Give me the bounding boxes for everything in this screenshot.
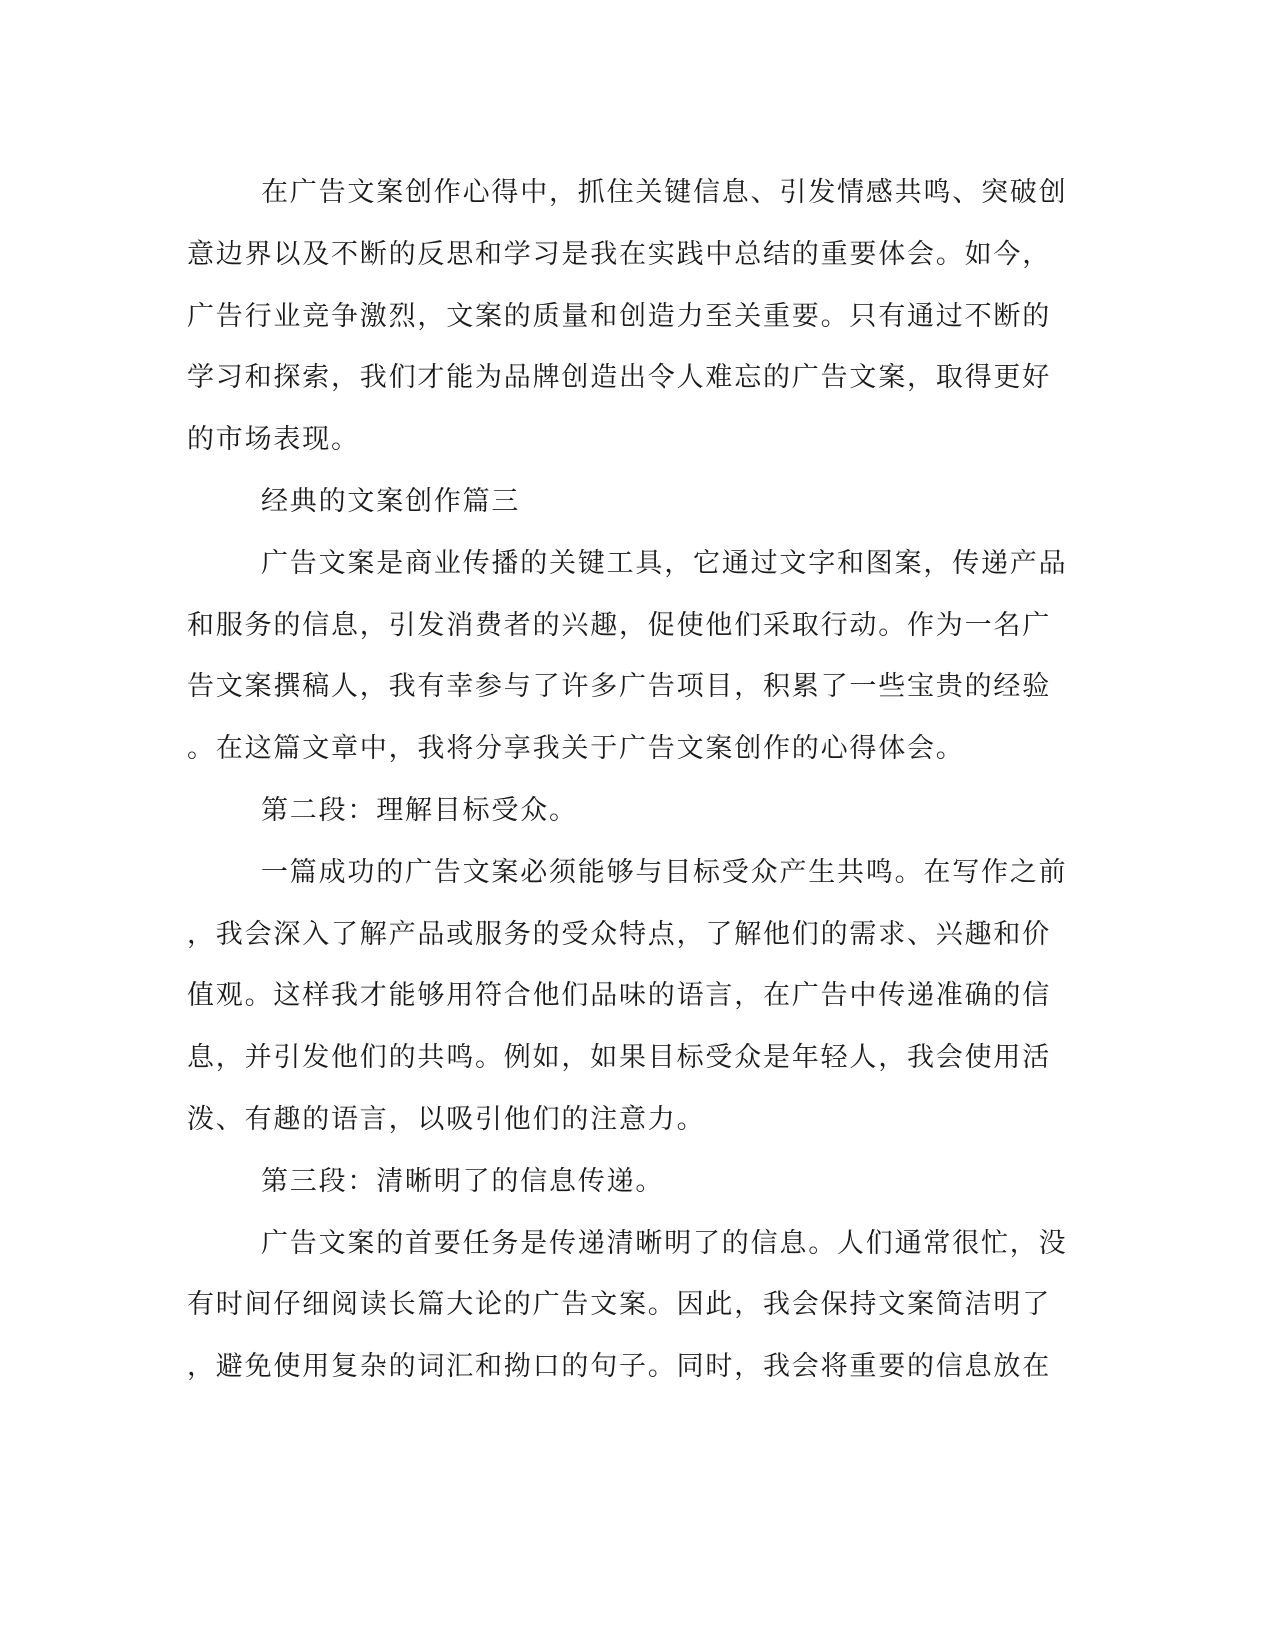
text-line: ，避免使用复杂的词汇和拗口的句子。同时，我会将重要的信息放在 [187,1351,1051,1383]
text-line: 告文案撰稿人，我有幸参与了许多广告项目，积累了一些宝贵的经验 [187,671,1051,703]
text-line: ，我会深入了解产品或服务的受众特点，了解他们的需求、兴趣和价 [187,918,1051,950]
text-line: 学习和探索，我们才能为品牌创造出令人难忘的广告文案，取得更好 [187,362,1051,394]
section-heading: 第二段：理解目标受众。 [261,794,578,826]
text-line: 有时间仔细阅读长篇大论的广告文案。因此，我会保持文案简洁明了 [187,1289,1051,1321]
text-line: 广告文案的首要任务是传递清晰明了的信息。人们通常很忙，没 [261,1227,1068,1259]
text-line: 的市场表现。 [187,424,360,456]
text-line: 。在这篇文章中，我将分享我关于广告文案创作的心得体会。 [187,733,965,765]
text-line: 和服务的信息，引发消费者的兴趣，促使他们采取行动。作为一名广 [187,609,1051,641]
text-line: 在广告文案创作心得中，抓住关键信息、引发情感共鸣、突破创 [261,177,1068,208]
text-line: 值观。这样我才能够用符合他们品味的语言，在广告中传递准确的信 [187,980,1051,1012]
text-line: 泼、有趣的语言，以吸引他们的注意力。 [187,1103,706,1135]
text-line: 息，并引发他们的共鸣。例如，如果目标受众是年轻人，我会使用活 [187,1042,1051,1074]
text-line: 意边界以及不断的反思和学习是我在实践中总结的重要体会。如今， [187,238,1051,270]
text-line: 广告文案是商业传播的关键工具，它通过文字和图案，传递产品 [261,547,1068,579]
text-line: 广告行业竞争激烈，文案的质量和创造力至关重要。只有通过不断的 [187,300,1051,332]
section-heading: 经典的文案创作篇三 [261,485,521,517]
text-line: 一篇成功的广告文案必须能够与目标受众产生共鸣。在写作之前 [261,856,1068,888]
section-heading: 第三段：清晰明了的信息传递。 [261,1165,665,1197]
document-body [187,162,1067,1398]
